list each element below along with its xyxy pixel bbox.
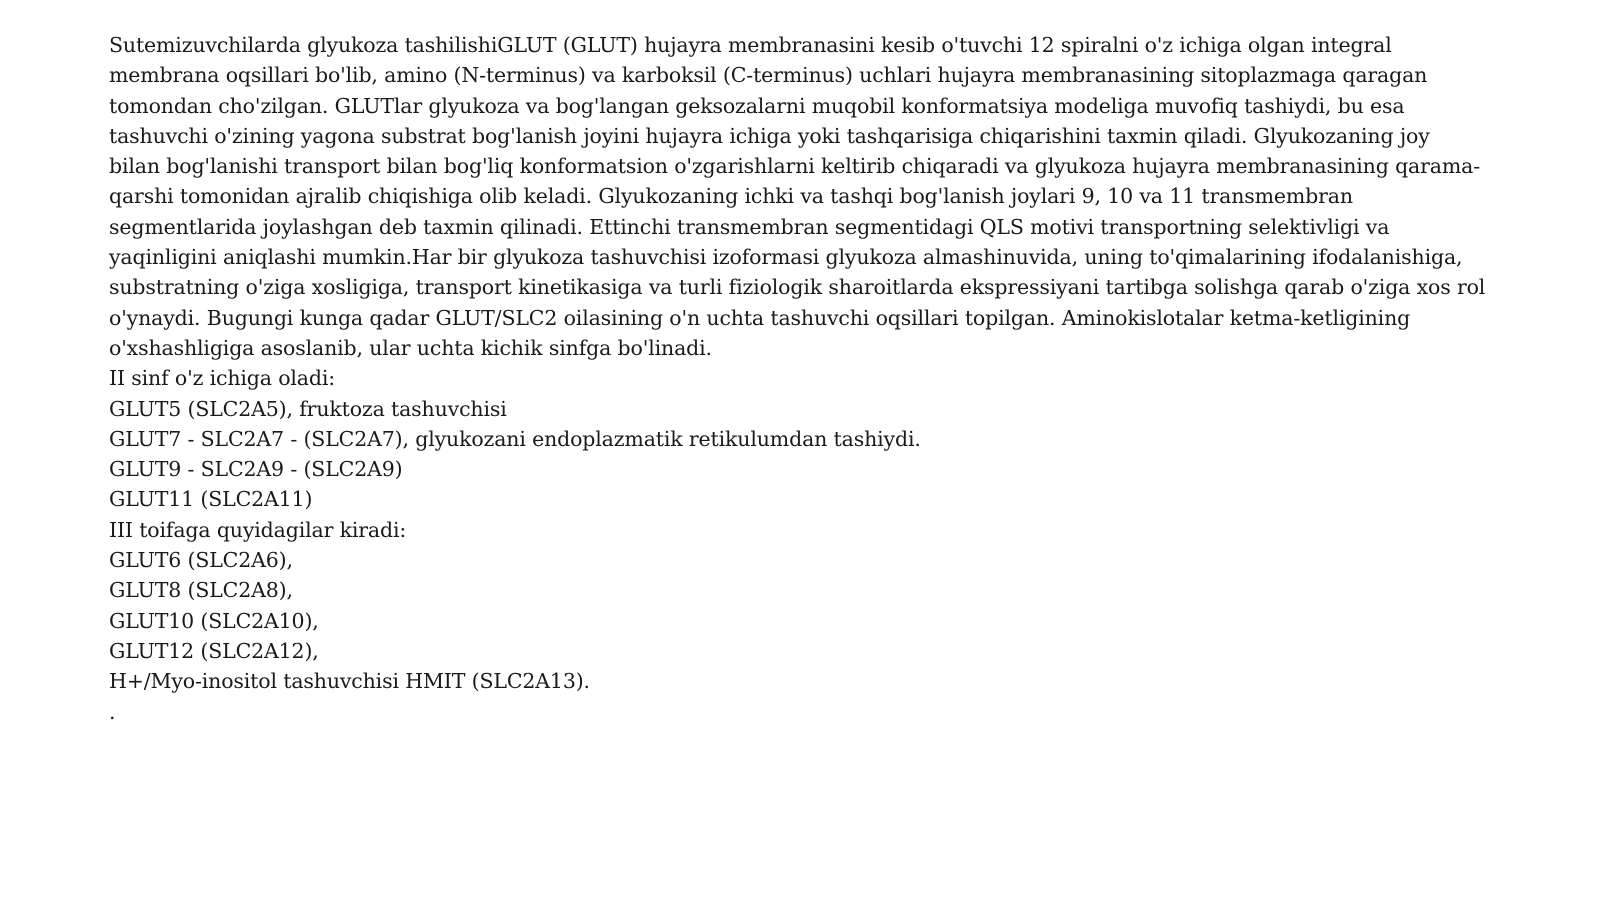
paragraph-line: membrana oqsillari bo'lib, amino (N-terminus) va karboksil (C-terminus) uchlari hujayra membranasining sitoplazmaga qaragan bbox=[109, 63, 1428, 88]
list-item: GLUT5 (SLC2A5), fruktoza tashuvchisi bbox=[109, 396, 507, 421]
list-item: GLUT6 (SLC2A6), bbox=[109, 548, 293, 573]
list-item: GLUT9 - SLC2A9 - (SLC2A9) bbox=[109, 457, 403, 482]
class-ii-list bbox=[109, 394, 1499, 515]
list-item: GLUT8 (SLC2A8), bbox=[109, 578, 293, 603]
paragraph-line: tashuvchi o'zining yagona substrat bog'lanish joyini hujayra ichiga yoki tashqarisiga chiqarishini taxmin qiladi. Glyukozaning joy bbox=[109, 123, 1430, 148]
paragraph-line: Sutemizuvchilarda glyukoza tashilishiGLUT (GLUT) hujayra membranasini kesib o'tuvchi 12 spiralni o'z ichiga olgan integral bbox=[109, 33, 1392, 57]
paragraph-line: bilan bog'lanishi transport bilan bog'liq konformatsion o'zgarishlarni keltirib chiqaradi va glyukoza hujayra membranasining qarama- bbox=[109, 154, 1480, 179]
list-item: GLUT11 (SLC2A11) bbox=[109, 487, 313, 512]
paragraph-line: o'ynaydi. Bugungi kunga qadar GLUT/SLC2 oilasining o'n uchta tashuvchi oqsillari topilgan. Aminokislotalar ketma-ketligining bbox=[109, 305, 1411, 330]
trailing-period: . bbox=[109, 699, 116, 724]
class-iii-list bbox=[109, 545, 1499, 696]
paragraph-line: o'xshashligiga asoslanib, ular uchta kichik sinfga bo'linadi. bbox=[109, 335, 712, 360]
intro-paragraph bbox=[109, 30, 1499, 363]
list-item: GLUT10 (SLC2A10), bbox=[109, 608, 319, 633]
list-item: GLUT12 (SLC2A12), bbox=[109, 638, 319, 663]
class-iii-heading: III toifaga quyidagilar kiradi: bbox=[109, 517, 407, 542]
class-ii-heading: II sinf o'z ichiga oladi: bbox=[109, 366, 336, 391]
list-item: GLUT7 - SLC2A7 - (SLC2A7), glyukozani endoplazmatik retikulumdan tashiydi. bbox=[109, 426, 921, 451]
paragraph-line: substratning o'ziga xosligiga, transport kinetikasiga va turli fiziologik sharoitlarda ekspressiyani tartibga solishga qarab o'ziga xos rol bbox=[109, 275, 1486, 300]
paragraph-line: yaqinligini aniqlashi mumkin.Har bir glyukoza tashuvchisi izoformasi glyukoza almashinuvida, uning to'qimalarining ifodalanishiga, bbox=[109, 245, 1463, 270]
document-body bbox=[109, 30, 1499, 727]
paragraph-line: tomondan cho'zilgan. GLUTlar glyukoza va bog'langan geksozalarni muqobil konformatsiya modeliga muvofiq tashiydi, bu esa bbox=[109, 93, 1405, 118]
paragraph-line: segmentlarida joylashgan deb taxmin qilinadi. Ettinchi transmembran segmentidagi QLS motivi transportning selektivligi va bbox=[109, 214, 1390, 239]
paragraph-line: qarshi tomonidan ajralib chiqishiga olib keladi. Glyukozaning ichki va tashqi bog'lanish joylari 9, 10 va 11 transmembran bbox=[109, 184, 1353, 209]
list-item: H+/Myo-inositol tashuvchisi HMIT (SLC2A13). bbox=[109, 669, 590, 694]
